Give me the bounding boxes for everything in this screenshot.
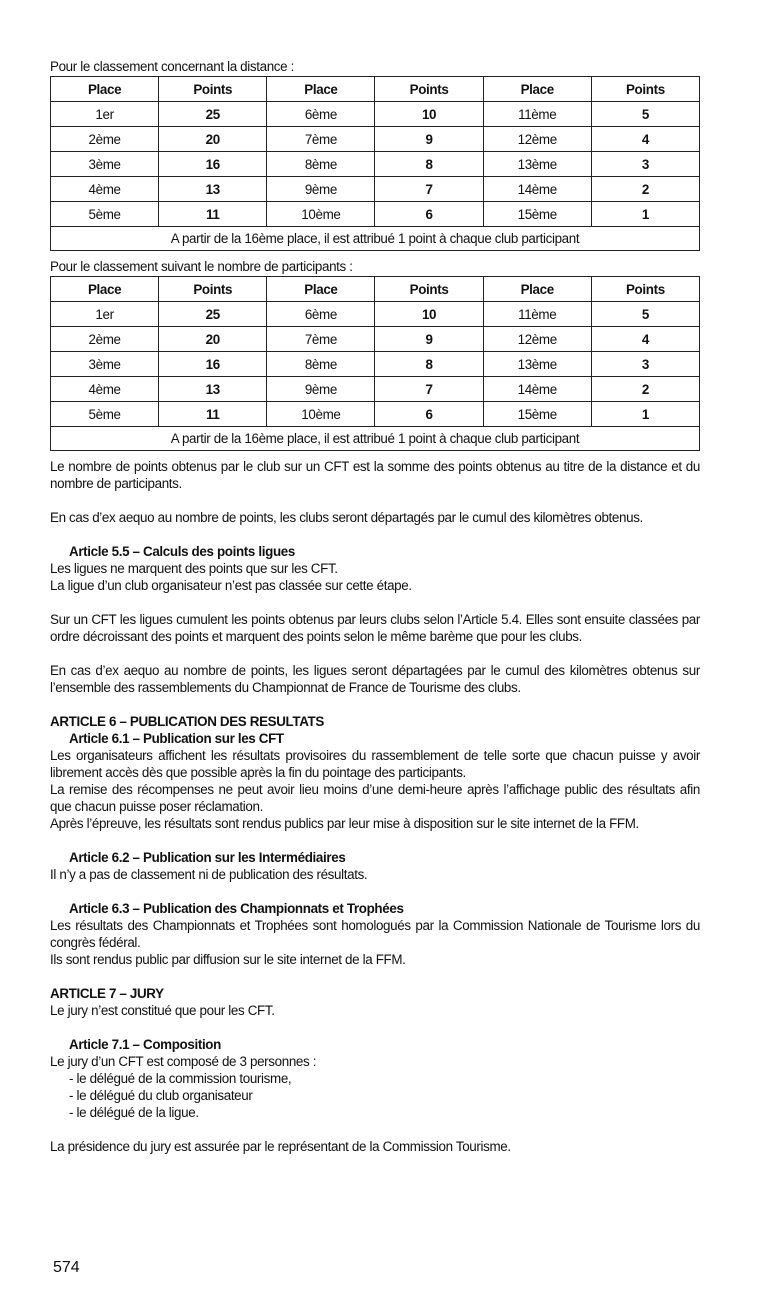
place-cell: 4ème: [51, 177, 159, 202]
page-number: 574: [53, 1259, 80, 1276]
points-cell: 9: [375, 327, 483, 352]
list-item: - le délégué de la commission tourisme,: [69, 1071, 292, 1086]
place-cell: 1er: [51, 302, 159, 327]
article-6-3-heading: Article 6.3 – Publication des Championnats et Trophées: [69, 901, 404, 916]
points-cell: 11: [159, 202, 267, 227]
table2-intro: Pour le classement suivant le nombre de participants :: [50, 259, 353, 274]
place-cell: 5ème: [51, 402, 159, 427]
table-row: [51, 302, 700, 327]
points-cell: 13: [159, 177, 267, 202]
table-header-row: [51, 77, 700, 102]
points-cell: 6: [375, 402, 483, 427]
points-cell: 5: [591, 302, 699, 327]
place-cell: 3ème: [51, 352, 159, 377]
paragraph: Les résultats des Championnats et Trophées sont homologués par la Commission Nationale de Tourisme lors du congrès fédéral.: [50, 918, 700, 950]
points-cell: 2: [591, 177, 699, 202]
paragraph: Le jury n’est constitué que pour les CFT.: [50, 1003, 275, 1018]
article-7-1-heading: Article 7.1 – Composition: [69, 1037, 221, 1052]
column-header: Points: [159, 77, 267, 102]
points-cell: 25: [159, 302, 267, 327]
article-6-heading: ARTICLE 6 – PUBLICATION DES RESULTATS: [50, 714, 324, 729]
place-cell: 11ème: [483, 302, 591, 327]
article-5-5-heading: Article 5.5 – Calculs des points ligues: [69, 544, 295, 559]
points-cell: 10: [375, 102, 483, 127]
place-cell: 8ème: [267, 152, 375, 177]
table-footer-row: [51, 227, 700, 251]
points-cell: 9: [375, 127, 483, 152]
document-page: [50, 58, 700, 1155]
column-header: Points: [159, 277, 267, 302]
points-cell: 8: [375, 152, 483, 177]
list-item: - le délégué de la ligue.: [69, 1105, 199, 1120]
points-cell: 4: [591, 327, 699, 352]
column-header: Place: [483, 77, 591, 102]
column-header: Place: [51, 277, 159, 302]
place-cell: 9ème: [267, 377, 375, 402]
place-cell: 7ème: [267, 327, 375, 352]
article-7-heading: ARTICLE 7 – JURY: [50, 986, 164, 1001]
list-item: - le délégué du club organisateur: [69, 1088, 253, 1103]
paragraph: En cas d’ex aequo au nombre de points, les ligues seront départagées par le cumul des kilomètres obtenus sur l’ensemble des rassemblements du Championnat de France de Tourisme des clubs.: [50, 663, 700, 695]
participants-points-table: [50, 276, 700, 451]
place-cell: 6ème: [267, 302, 375, 327]
points-cell: 7: [375, 377, 483, 402]
points-cell: 4: [591, 127, 699, 152]
points-cell: 3: [591, 352, 699, 377]
table-row: [51, 127, 700, 152]
place-cell: 11ème: [483, 102, 591, 127]
place-cell: 3ème: [51, 152, 159, 177]
points-cell: 6: [375, 202, 483, 227]
points-cell: 10: [375, 302, 483, 327]
table1-intro: Pour le classement concernant la distance :: [50, 59, 294, 74]
table-row: [51, 202, 700, 227]
points-cell: 20: [159, 327, 267, 352]
place-cell: 4ème: [51, 377, 159, 402]
table-row: [51, 102, 700, 127]
paragraph-total-points: Le nombre de points obtenus par le club sur un CFT est la somme des points obtenus au titre de la distance et du nombre de participants.: [50, 459, 700, 491]
place-cell: 13ème: [483, 352, 591, 377]
column-header: Place: [483, 277, 591, 302]
table-row: [51, 402, 700, 427]
paragraph: Il n’y a pas de classement ni de publication des résultats.: [50, 867, 368, 882]
paragraph: La remise des récompenses ne peut avoir lieu moins d’une demi-heure après l’affichage public des résultats afin que chacun puisse poser réclamation.: [50, 782, 700, 814]
paragraph: Après l’épreuve, les résultats sont rendus publics par leur mise à disposition sur le site internet de la FFM.: [50, 816, 639, 831]
points-cell: 11: [159, 402, 267, 427]
column-header: Place: [267, 77, 375, 102]
column-header: Place: [51, 77, 159, 102]
place-cell: 8ème: [267, 352, 375, 377]
table-row: [51, 177, 700, 202]
table-footer-note: A partir de la 16ème place, il est attribué 1 point à chaque club participant: [51, 227, 700, 251]
place-cell: 10ème: [267, 402, 375, 427]
place-cell: 14ème: [483, 177, 591, 202]
paragraph: La ligue d’un club organisateur n’est pas classée sur cette étape.: [50, 578, 412, 593]
article-6-1-heading: Article 6.1 – Publication sur les CFT: [69, 731, 284, 746]
column-header: Points: [375, 277, 483, 302]
points-cell: 16: [159, 352, 267, 377]
points-cell: 16: [159, 152, 267, 177]
points-cell: 3: [591, 152, 699, 177]
place-cell: 15ème: [483, 202, 591, 227]
table-footer-row: [51, 427, 700, 451]
place-cell: 10ème: [267, 202, 375, 227]
paragraph: Les organisateurs affichent les résultats provisoires du rassemblement de telle sorte que chacun puisse y avoir librement accès dès que possible après la fin du pointage des participants.: [50, 748, 700, 780]
column-header: Points: [375, 77, 483, 102]
paragraph: La présidence du jury est assurée par le représentant de la Commission Tourisme.: [50, 1139, 511, 1154]
place-cell: 2ème: [51, 327, 159, 352]
points-cell: 5: [591, 102, 699, 127]
table-row: [51, 152, 700, 177]
table-row: [51, 327, 700, 352]
table-header-row: [51, 277, 700, 302]
place-cell: 12ème: [483, 327, 591, 352]
points-cell: 20: [159, 127, 267, 152]
points-cell: 7: [375, 177, 483, 202]
place-cell: 2ème: [51, 127, 159, 152]
place-cell: 13ème: [483, 152, 591, 177]
points-cell: 1: [591, 202, 699, 227]
points-cell: 1: [591, 402, 699, 427]
place-cell: 5ème: [51, 202, 159, 227]
points-cell: 2: [591, 377, 699, 402]
column-header: Points: [591, 77, 699, 102]
paragraph: Le jury d’un CFT est composé de 3 personnes :: [50, 1054, 317, 1069]
place-cell: 6ème: [267, 102, 375, 127]
points-cell: 8: [375, 352, 483, 377]
table-footer-note: A partir de la 16ème place, il est attribué 1 point à chaque club participant: [51, 427, 700, 451]
points-cell: 25: [159, 102, 267, 127]
column-header: Place: [267, 277, 375, 302]
place-cell: 7ème: [267, 127, 375, 152]
place-cell: 15ème: [483, 402, 591, 427]
paragraph: Sur un CFT les ligues cumulent les points obtenus par leurs clubs selon l’Article 5.4. Elles sont ensuite classées par ordre décroissant des points et marquent des points selon le même barème que pour les clubs.: [50, 612, 700, 644]
distance-points-table: [50, 76, 700, 251]
article-6-2-heading: Article 6.2 – Publication sur les Intermédiaires: [69, 850, 346, 865]
place-cell: 12ème: [483, 127, 591, 152]
table-row: [51, 352, 700, 377]
points-cell: 13: [159, 377, 267, 402]
paragraph-exaequo-clubs: En cas d’ex aequo au nombre de points, les clubs seront départagés par le cumul des kilomètres obtenus.: [50, 510, 643, 525]
column-header: Points: [591, 277, 699, 302]
paragraph: Ils sont rendus public par diffusion sur le site internet de la FFM.: [50, 952, 406, 967]
place-cell: 9ème: [267, 177, 375, 202]
place-cell: 14ème: [483, 377, 591, 402]
place-cell: 1er: [51, 102, 159, 127]
table-row: [51, 377, 700, 402]
paragraph: Les ligues ne marquent des points que sur les CFT.: [50, 561, 338, 576]
